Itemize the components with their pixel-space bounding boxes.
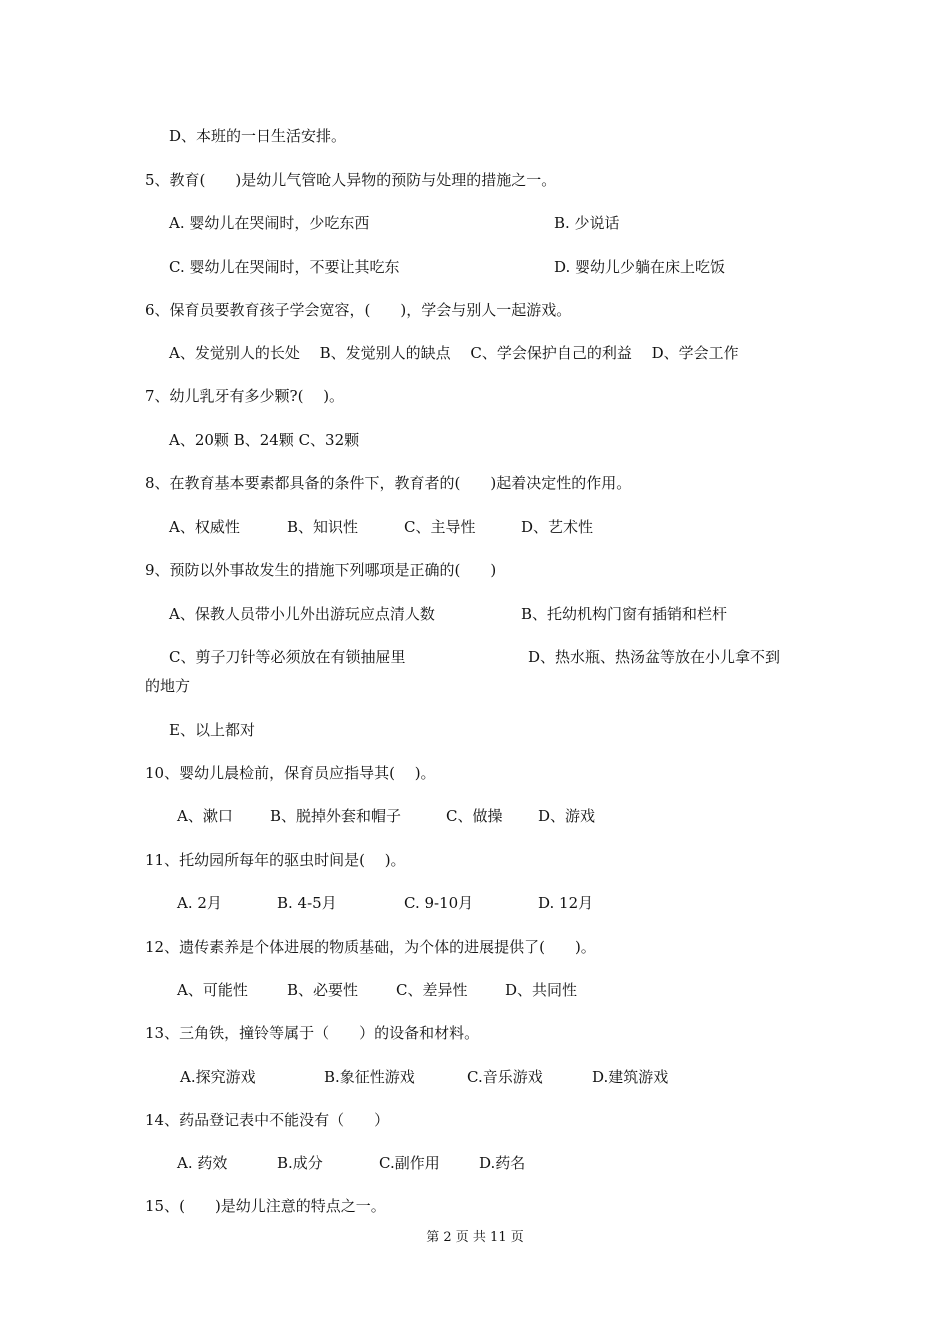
q14-option-b: B.成分 [277, 1154, 323, 1172]
q12-option-b: B、必要性 [287, 981, 359, 999]
q9-stem: 9、预防以外事故发生的措施下列哪项是正确的( ) [145, 561, 497, 579]
q8-stem: 8、在教育基本要素都具备的条件下，教育者的( )起着决定性的作用。 [145, 474, 632, 492]
q14-option-c: C.副作用 [379, 1154, 440, 1172]
q15-stem: 15、( )是幼儿注意的特点之一。 [145, 1197, 386, 1215]
q14-option-a: A. 药效 [177, 1154, 228, 1172]
q8-option-c: C、主导性 [404, 518, 476, 536]
q12-option-a: A、可能性 [177, 981, 248, 999]
q6-options: A、发觉别人的长处 B、发觉别人的缺点 C、学会保护自己的利益 D、学会工作 [169, 344, 739, 362]
q12-option-c: C、差异性 [396, 981, 468, 999]
q14-stem: 14、药品登记表中不能没有（ ） [145, 1111, 390, 1129]
q9-option-b: B、托幼机构门窗有插销和栏杆 [521, 605, 728, 623]
q13-option-b: B.象征性游戏 [324, 1068, 415, 1086]
q9-option-a: A、保教人员带小儿外出游玩应点清人数 [169, 605, 435, 623]
q10-option-b: B、脱掉外套和帽子 [270, 807, 402, 825]
page-footer: 第 2 页 共 11 页 [426, 1230, 524, 1245]
q10-stem: 10、婴幼儿晨检前，保育员应指导其( )。 [145, 764, 436, 782]
q11-option-b: B. 4-5月 [277, 894, 337, 912]
q4-option-d: D、本班的一日生活安排。 [169, 127, 347, 145]
q9-option-d-continued: 的地方 [145, 677, 191, 695]
q5-stem: 5、教育( )是幼儿气管呛人异物的预防与处理的措施之一。 [145, 171, 557, 189]
q12-option-d: D、共同性 [505, 981, 578, 999]
q10-option-d: D、游戏 [538, 807, 596, 825]
q11-stem: 11、托幼园所每年的驱虫时间是( )。 [145, 851, 406, 869]
q11-option-a: A. 2月 [177, 894, 222, 912]
q8-option-a: A、权威性 [169, 518, 240, 536]
q10-option-c: C、做操 [446, 807, 503, 825]
q5-option-c: C. 婴幼儿在哭闹时，不要让其吃东 [169, 258, 400, 276]
q8-option-b: B、知识性 [287, 518, 359, 536]
q14-option-d: D.药名 [479, 1154, 526, 1172]
q12-stem: 12、遗传素养是个体进展的物质基础，为个体的进展提供了( )。 [145, 938, 596, 956]
q5-option-d: D. 婴幼儿少躺在床上吃饭 [554, 258, 726, 276]
q10-option-a: A、漱口 [177, 807, 233, 825]
q7-options: A、20颗 B、24颗 C、32颗 [169, 431, 360, 449]
q8-option-d: D、艺术性 [521, 518, 594, 536]
q13-option-d: D.建筑游戏 [592, 1068, 669, 1086]
q13-option-c: C.音乐游戏 [467, 1068, 543, 1086]
q9-option-e: E、以上都对 [169, 721, 255, 739]
q11-option-d: D. 12月 [538, 894, 594, 912]
q11-option-c: C. 9-10月 [404, 894, 474, 912]
q6-stem: 6、保育员要教育孩子学会宽容，( )，学会与别人一起游戏。 [145, 301, 572, 319]
q13-option-a: A.探究游戏 [180, 1068, 256, 1086]
q9-option-d: D、热水瓶、热汤盆等放在小儿拿不到 [528, 648, 781, 666]
q13-stem: 13、三角铁，撞铃等属于（ ）的设备和材料。 [145, 1024, 480, 1042]
q5-option-b: B. 少说话 [554, 214, 620, 232]
q7-stem: 7、幼儿乳牙有多少颗?( )。 [145, 387, 345, 405]
q5-option-a: A. 婴幼儿在哭闹时，少吃东西 [169, 214, 370, 232]
q9-option-c: C、剪子刀针等必须放在有锁抽屉里 [169, 648, 406, 666]
